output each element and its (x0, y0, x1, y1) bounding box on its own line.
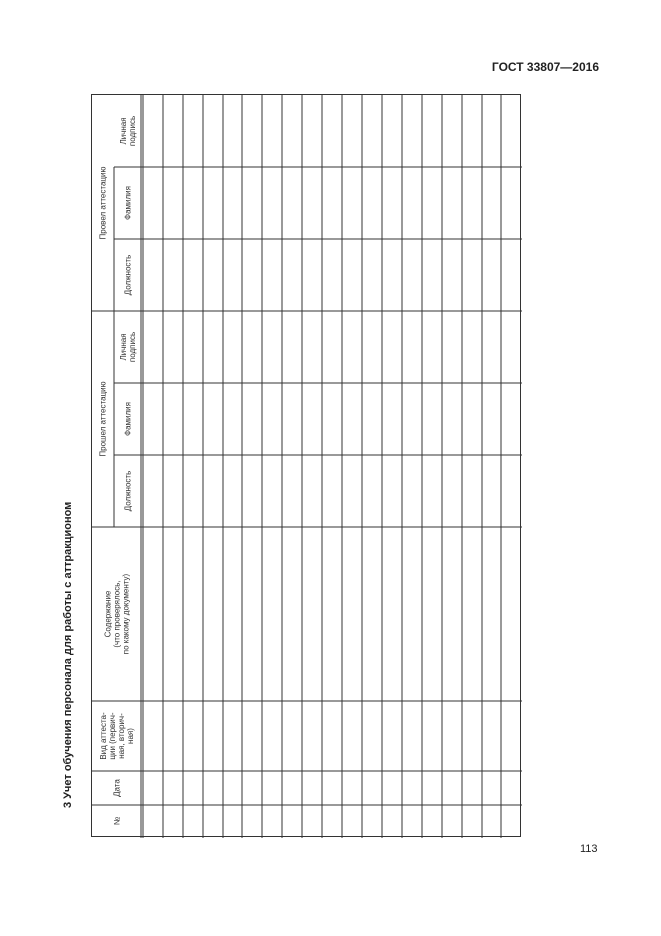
passed-signature-header: Личная подпись (119, 331, 137, 363)
attestation-table (91, 94, 521, 837)
doc-code: ГОСТ 33807—2016 (491, 60, 599, 74)
number-header: № (112, 816, 122, 826)
content-header: Содержание (что проверялось, по какому документу) (103, 573, 131, 655)
section-title: 3 Учет обучения персонала для работы с аттракционом (62, 501, 74, 808)
attestation-type-header: Вид аттеста- ции (первич- ная, вторич- ная) (99, 712, 135, 760)
conducted-signature-header: Личная подпись (119, 115, 137, 147)
passed-group-header: Прошел аттестацию (98, 381, 108, 457)
passed-surname-header: Фамилия (123, 402, 133, 436)
date-header: Дата (112, 779, 122, 797)
conducted-surname-header: Фамилия (123, 186, 133, 220)
passed-position-header: Должность (123, 470, 133, 512)
page-number: 113 (580, 843, 598, 855)
conducted-position-header: Должность (123, 254, 133, 296)
table-grid (92, 95, 522, 838)
conducted-group-header: Провел аттестацию (98, 166, 108, 240)
